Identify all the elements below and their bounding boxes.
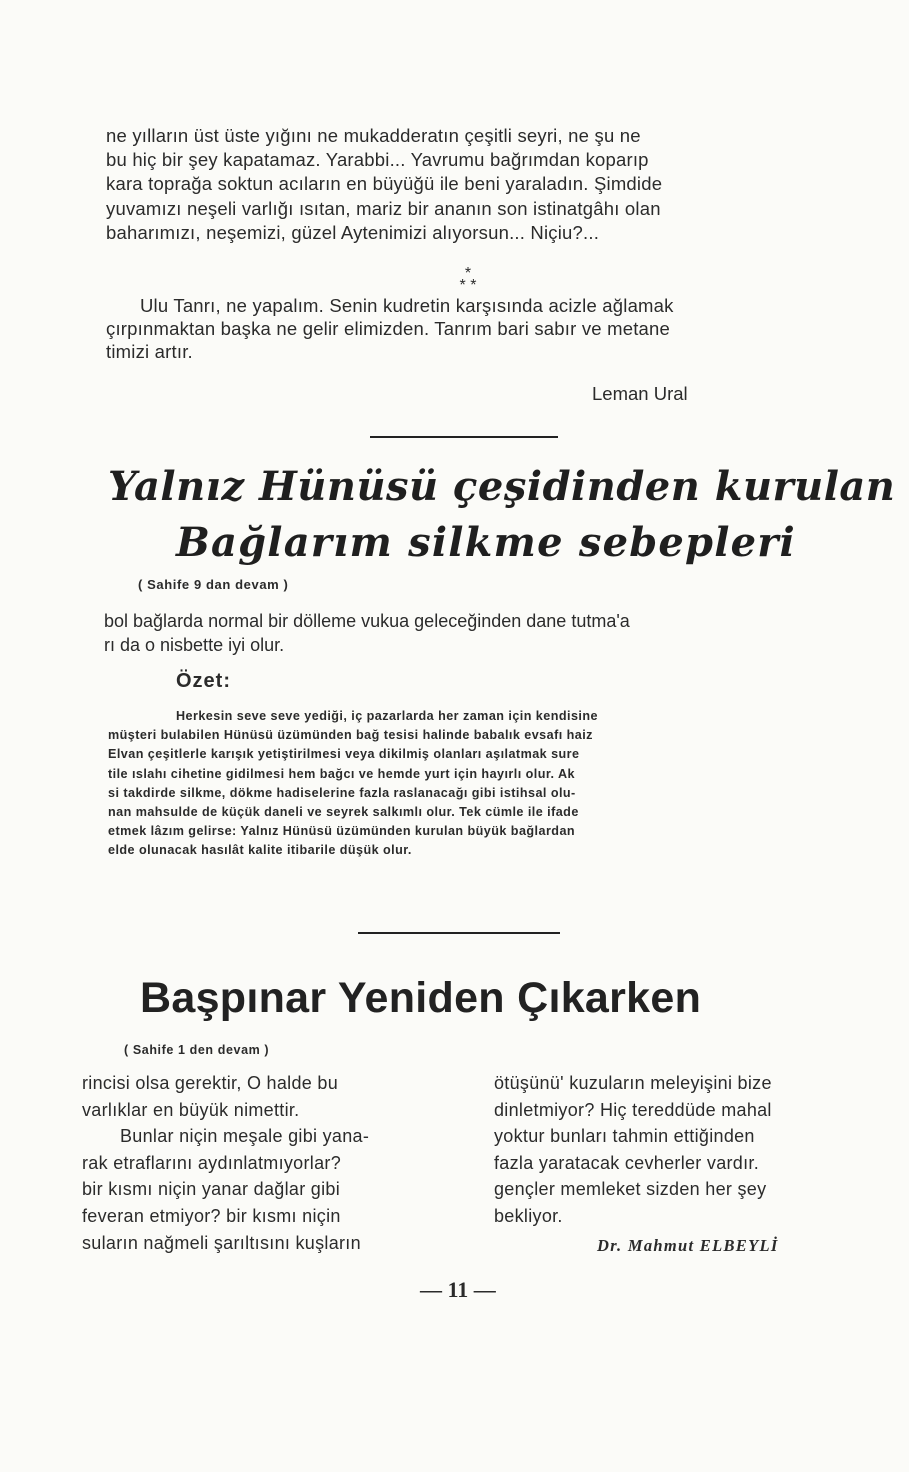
summary-body xyxy=(108,707,823,861)
article2-right-column xyxy=(494,1070,854,1230)
letter-closing-line: Ulu Tanrı, ne yapalım. Senin kudretin karşısında acizle ağlamak xyxy=(140,295,674,316)
column-line: Bunlar niçin meşale gibi yana- xyxy=(120,1126,370,1147)
letter-closing-line: çırpınmaktan başka ne gelir elimizden. Tanrım bari sabır ve metane xyxy=(106,318,671,339)
column-line: rincisi olsa gerektir, O halde bu xyxy=(82,1073,339,1093)
letter-closing-line: timizi artır. xyxy=(106,341,193,362)
article1-body xyxy=(104,609,839,657)
column-line: dinletmiyor? Hiç tereddüde mahal xyxy=(494,1099,772,1120)
column-line: ötüşünü' kuzuların meleyişini bize xyxy=(494,1073,772,1093)
article2-continued-note: ( Sahife 1 den devam ) xyxy=(124,1043,270,1057)
column-line: fazla yaratacak cevherler vardır. xyxy=(494,1152,760,1173)
summary-line: Herkesin seve seve yediği, iç pazarlarda her zaman için kendisine xyxy=(176,709,598,723)
section-divider xyxy=(358,932,560,934)
article1-body-line: rı da o nisbette iyi olur. xyxy=(104,635,285,655)
summary-line: tile ıslahı cihetine gidilmesi hem bağcı ve hemde yurt için hayırlı olur. Ak xyxy=(108,766,575,781)
summary-line: si takdirde silkme, dökme hadiselerine fazla raslanacağı gibi istihsal olu- xyxy=(108,785,576,800)
column-line: rak etraflarını aydınlatmıyorlar? xyxy=(82,1152,341,1173)
summary-line: nan mahsulde de küçük daneli ve seyrek salkımlı olur. Tek cümle ile ifade xyxy=(108,805,579,820)
article2-signature: Dr. Mahmut ELBEYLİ xyxy=(597,1236,779,1255)
letter-line: bu hiç bir şey kapatamaz. Yarabbi... Yavrumu bağrımdan koparıp xyxy=(106,149,649,171)
summary-line: müşteri bulabilen Hünüsü üzümünden bağ tesisi halinde babalık evsafı haiz xyxy=(108,728,593,743)
article2-title: Başpınar Yeniden Çıkarken xyxy=(140,974,702,1022)
article1-continued-note: ( Sahife 9 dan devam ) xyxy=(138,577,289,592)
column-line: bekliyor. xyxy=(494,1205,563,1226)
column-line: bir kısmı niçin yanar dağlar gibi xyxy=(82,1179,341,1200)
column-line: feveran etmiyor? bir kısmı niçin xyxy=(82,1205,341,1226)
letter-body xyxy=(106,124,836,245)
summary-line: Elvan çeşitlerle karışık yetiştirilmesi veya dikilmiş olanları aşılatmak sure xyxy=(108,747,580,762)
column-line: suların nağmeli şarıltısını kuşların xyxy=(82,1232,361,1253)
column-line: gençler memleket sizden her şey xyxy=(494,1179,767,1200)
column-line: varlıklar en büyük nimettir. xyxy=(82,1099,300,1120)
summary-line: elde olunacak hasılât kalite itibarile düşük olur. xyxy=(108,843,412,858)
article1-title-line1: Yalnız Hünüsü çeşidinden kurulan xyxy=(108,463,896,510)
section-divider xyxy=(370,436,558,438)
asterism-separator: * * * xyxy=(459,265,477,294)
letter-line: baharımızı, neşemizi, güzel Aytenimizi alıyorsun... Niçiu?... xyxy=(106,221,600,243)
page-number: — 11 — xyxy=(420,1277,496,1302)
letter-line: kara toprağa soktun acıların en büyüğü ile beni yaraladın. Şimdide xyxy=(106,173,663,195)
article2-left-column xyxy=(82,1070,444,1256)
letter-signature: Leman Ural xyxy=(592,383,688,404)
summary-line: etmek lâzım gelirse: Yalnız Hünüsü üzümünden kurulan büyük bağlardan xyxy=(108,824,576,839)
letter-line: yuvamızı neşeli varlığı ısıtan, mariz bir ananın son istinatgâhı olan xyxy=(106,197,661,219)
article1-body-line: bol bağlarda normal bir dölleme vukua geleceğinden dane tutma'a xyxy=(104,611,630,631)
column-line: yoktur bunları tahmin ettiğinden xyxy=(494,1126,755,1147)
letter-line: ne yılların üst üste yığını ne mukadderatın çeşitli seyri, ne şu ne xyxy=(106,125,641,146)
article1-title-line2: Bağlarım silkme sebepleri xyxy=(176,519,796,566)
summary-heading: Özet: xyxy=(176,670,231,692)
letter-closing xyxy=(106,294,836,363)
